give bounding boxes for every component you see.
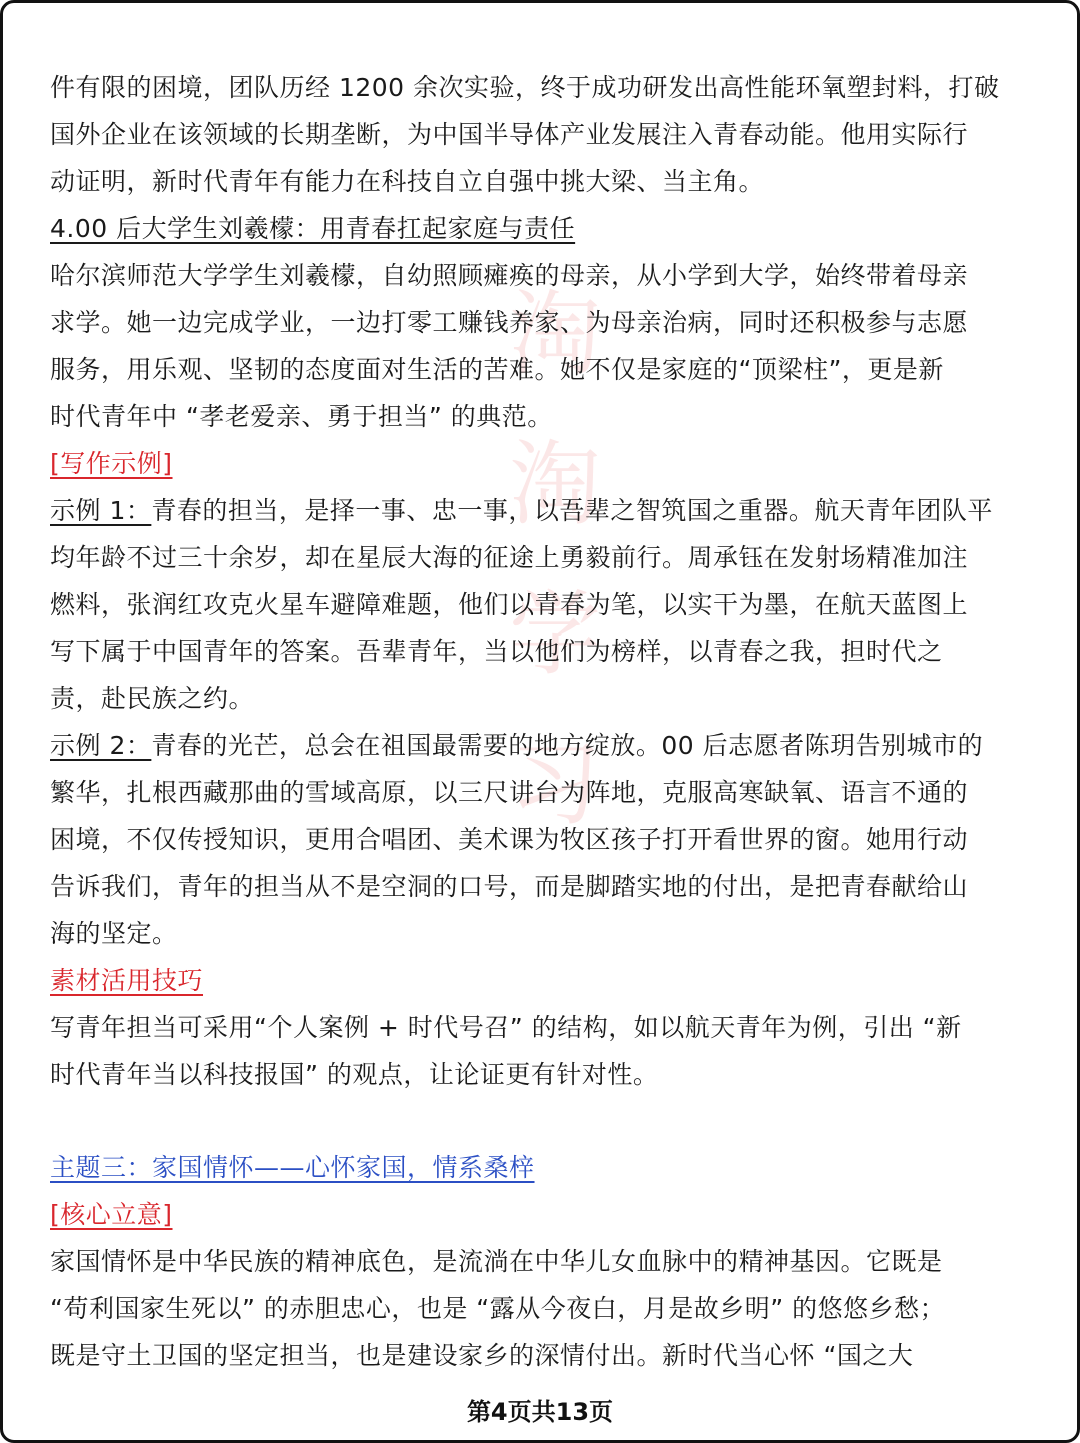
- example-2-label: 示例 2：: [50, 731, 152, 760]
- spacer: [50, 1098, 1020, 1144]
- watermark: 淘 淘 学 习: [508, 281, 601, 838]
- section-4-title: 4.00 后大学生刘羲檬：用青春扛起家庭与责任: [50, 214, 576, 243]
- paragraph-line: 时代青年中 “孝老爱亲、勇于担当” 的典范。: [50, 402, 553, 431]
- paragraph-line: 件有限的困境，团队历经 1200 余次实验，终于成功研发出高性能环氧塑封料，打破: [50, 73, 1000, 102]
- writing-example-heading: [写作示例]: [50, 449, 173, 478]
- example-1-label: 示例 1：: [50, 496, 152, 525]
- paragraph-line: 写下属于中国青年的答案。吾辈青年，当以他们为榜样，以青春之我，担时代之: [50, 637, 943, 666]
- paragraph-line: 国外企业在该领域的长期垄断，为中国半导体产业发展注入青春动能。他用实际行: [50, 120, 969, 149]
- paragraph-line: 既是守土卫国的坚定担当，也是建设家乡的深情付出。新时代当心怀 “国之大: [50, 1341, 914, 1370]
- paragraph-line: 困境，不仅传授知识，更用合唱团、美术课为牧区孩子打开看世界的窗。她用行动: [50, 825, 969, 854]
- paragraph-line: 均年龄不过三十余岁，却在星辰大海的征途上勇毅前行。周承钰在发射场精准加注: [50, 543, 969, 572]
- example-1-first-line: 示例 1：青春的担当，是择一事、忠一事，以吾辈之智筑国之重器。航天青年团队平: [50, 496, 993, 525]
- example-2-first-line: 示例 2：青春的光芒，总会在祖国最需要的地方绽放。00 后志愿者陈玥告别城市的: [50, 731, 984, 760]
- paragraph-line: 时代青年当以科技报国” 的观点，让论证更有针对性。: [50, 1060, 659, 1089]
- paragraph-line: 动证明，新时代青年有能力在科技自立自强中挑大梁、当主角。: [50, 167, 765, 196]
- paragraph-line: “苟利国家生死以” 的赤胆忠心，也是 “露从今夜白，月是故乡明” 的悠悠乡愁；: [50, 1294, 946, 1323]
- theme-3-title: 主题三：家国情怀——心怀家国，情系桑梓: [50, 1153, 535, 1182]
- paragraph-line: 写青年担当可采用“个人案例 + 时代号召” 的结构，如以航天青年为例，引出 “新: [50, 1013, 962, 1042]
- paragraph-line: 服务，用乐观、坚韧的态度面对生活的苦难。她不仅是家庭的“顶梁柱”，更是新: [50, 355, 944, 384]
- paragraph-line: 家国情怀是中华民族的精神底色，是流淌在中华儿女血脉中的精神基因。它既是: [50, 1247, 943, 1276]
- paragraph-line: 繁华，扎根西藏那曲的雪域高原，以三尺讲台为阵地，克服高寒缺氧、语言不通的: [50, 778, 969, 807]
- paragraph-line: 燃料，张润红攻克火星车避障难题，他们以青春为笔，以实干为墨，在航天蓝图上: [50, 590, 969, 619]
- paragraph-line: 海的坚定。: [50, 919, 178, 948]
- paragraph-line: 告诉我们，青年的担当从不是空洞的口号，而是脚踏实地的付出，是把青春献给山: [50, 872, 969, 901]
- paragraph-line: 哈尔滨师范大学学生刘羲檬，自幼照顾瘫痪的母亲，从小学到大学，始终带着母亲: [50, 261, 969, 290]
- tips-heading: 素材活用技巧: [50, 966, 204, 995]
- document-body: [50, 64, 1020, 1379]
- paragraph-line: 责，赴民族之约。: [50, 684, 255, 713]
- paragraph-line: 求学。她一边完成学业，一边打零工赚钱养家、为母亲治病，同时还积极参与志愿: [50, 308, 969, 337]
- core-idea-heading: [核心立意]: [50, 1200, 173, 1229]
- page-indicator: 第4页共13页: [466, 1398, 614, 1426]
